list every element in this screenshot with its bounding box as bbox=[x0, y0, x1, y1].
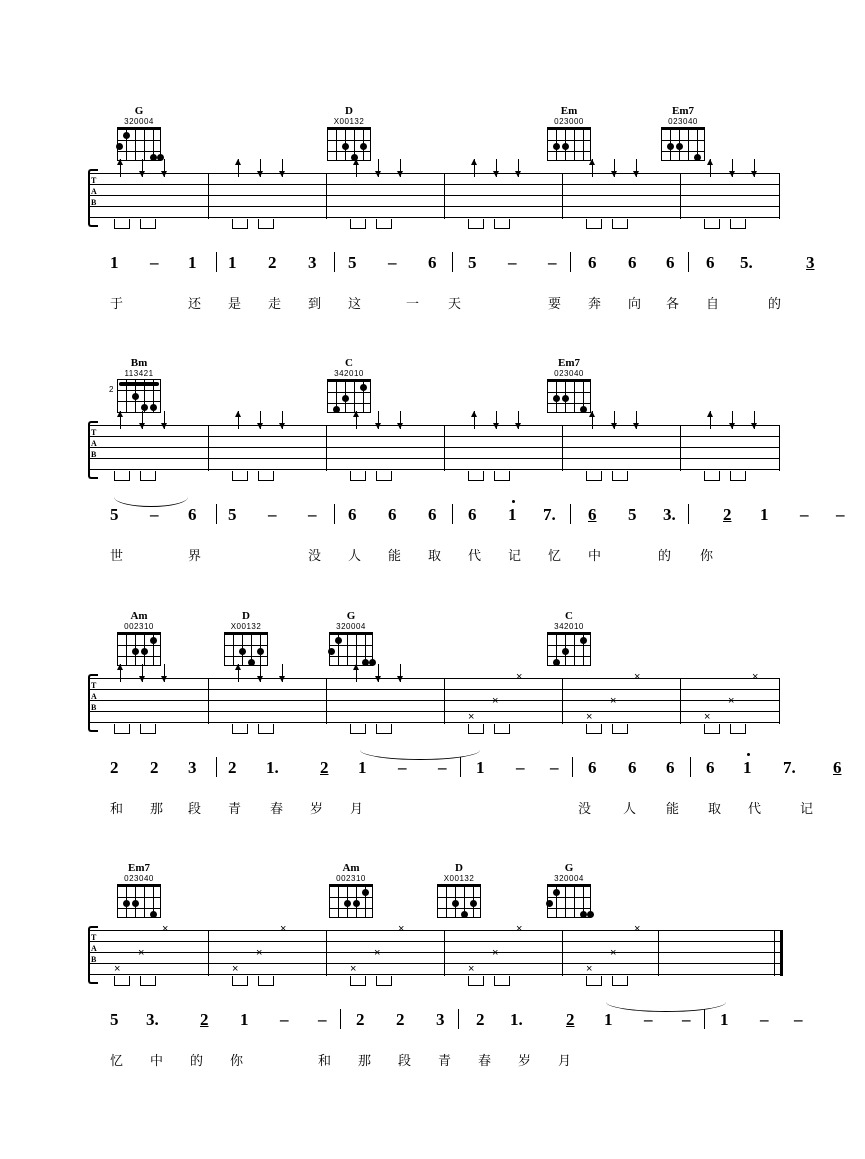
lyric: 没 bbox=[308, 549, 322, 564]
chord-fingering: 002310 bbox=[336, 874, 366, 883]
mute-x: × bbox=[256, 947, 263, 959]
lyric: 春 bbox=[270, 802, 284, 817]
note: – bbox=[318, 1010, 327, 1029]
lyric: 你 bbox=[700, 549, 714, 564]
chord-fingering: X00132 bbox=[333, 117, 365, 126]
chord-diagram bbox=[108, 357, 170, 413]
note: 6 bbox=[588, 253, 597, 272]
chord-fingering: 342010 bbox=[554, 622, 584, 631]
note: 2 bbox=[723, 505, 732, 524]
mute-x: × bbox=[398, 923, 405, 935]
chord-grid bbox=[327, 379, 371, 413]
note: 1 bbox=[188, 253, 197, 272]
lyric: 取 bbox=[708, 802, 722, 817]
chord-name: G bbox=[134, 105, 144, 117]
chord-fingering: 002310 bbox=[124, 622, 154, 631]
note: – bbox=[388, 253, 397, 272]
fret-number: 2 bbox=[109, 385, 114, 394]
chord-fingering: 342010 bbox=[334, 369, 364, 378]
lyric: 要 bbox=[548, 297, 562, 312]
note: 1 bbox=[476, 758, 485, 777]
lyric: 你 bbox=[230, 1054, 244, 1069]
mute-x: × bbox=[752, 671, 759, 683]
note: 1 bbox=[358, 758, 367, 777]
note: 5 bbox=[110, 505, 119, 524]
chord-name: G bbox=[564, 862, 574, 874]
note: – bbox=[508, 253, 517, 272]
note: – bbox=[800, 505, 809, 524]
chord-diagram bbox=[538, 610, 600, 666]
lyric: 人 bbox=[348, 549, 362, 564]
mute-x: × bbox=[492, 695, 499, 707]
chord-grid bbox=[329, 632, 373, 666]
lyric: 那 bbox=[150, 802, 164, 817]
mute-x: × bbox=[138, 947, 145, 959]
lyric: 世 bbox=[110, 549, 124, 564]
note: 5 bbox=[628, 505, 637, 524]
note: 2 bbox=[150, 758, 159, 777]
chord-fingering: X00132 bbox=[443, 874, 475, 883]
note: 7. bbox=[543, 505, 556, 524]
note: – bbox=[548, 253, 557, 272]
lyric: 向 bbox=[628, 297, 642, 312]
chord-grid bbox=[117, 632, 161, 666]
mute-x: × bbox=[350, 963, 357, 975]
chord-fingering: 023040 bbox=[124, 874, 154, 883]
note: 1 bbox=[760, 505, 769, 524]
chord-grid bbox=[117, 127, 161, 161]
mute-x: × bbox=[634, 671, 641, 683]
note: – bbox=[280, 1010, 289, 1029]
chord-name: C bbox=[345, 357, 353, 369]
numbered-notation-row bbox=[88, 253, 815, 275]
note: – bbox=[516, 758, 525, 777]
lyric: 段 bbox=[188, 802, 202, 817]
chord-diagram bbox=[318, 105, 380, 161]
note: 6 bbox=[628, 758, 637, 777]
mute-x: × bbox=[492, 947, 499, 959]
mute-x: × bbox=[704, 711, 711, 723]
note: 2 bbox=[110, 758, 119, 777]
note: 5 bbox=[468, 253, 477, 272]
mute-x: × bbox=[516, 923, 523, 935]
lyric: 取 bbox=[428, 549, 442, 564]
chord-name: Em7 bbox=[128, 862, 150, 874]
lyric: 和 bbox=[318, 1054, 332, 1069]
note: 6 bbox=[666, 253, 675, 272]
lyric: 青 bbox=[228, 802, 242, 817]
note: 5 bbox=[348, 253, 357, 272]
mute-x: × bbox=[468, 711, 475, 723]
mute-x: × bbox=[468, 963, 475, 975]
lyric: 一 bbox=[406, 297, 420, 312]
lyric: 记 bbox=[800, 802, 814, 817]
note: 1 bbox=[240, 1010, 249, 1029]
chord-grid bbox=[437, 884, 481, 918]
note: 1. bbox=[266, 758, 279, 777]
note: – bbox=[644, 1010, 653, 1029]
note: – bbox=[682, 1010, 691, 1029]
lyric: 是 bbox=[228, 297, 242, 312]
note: 1 bbox=[720, 1010, 729, 1029]
lyric: 岁 bbox=[518, 1054, 532, 1069]
mute-x: × bbox=[516, 671, 523, 683]
note: 2 bbox=[396, 1010, 405, 1029]
note: 3. bbox=[146, 1010, 159, 1029]
note: – bbox=[760, 1010, 769, 1029]
note: – bbox=[268, 505, 277, 524]
lyric: 各 bbox=[666, 297, 680, 312]
chord-fingering: 023000 bbox=[554, 117, 584, 126]
note: 6 bbox=[706, 253, 715, 272]
final-barline bbox=[774, 930, 783, 976]
chord-fingering: 320004 bbox=[336, 622, 366, 631]
tab-clef-letters: T A B bbox=[91, 176, 97, 207]
note: 3 bbox=[308, 253, 317, 272]
note: 6 bbox=[388, 505, 397, 524]
note: 5 bbox=[110, 1010, 119, 1029]
note: 3. bbox=[663, 505, 676, 524]
note: 6 bbox=[666, 758, 675, 777]
mute-x: × bbox=[114, 963, 121, 975]
note: 3 bbox=[188, 758, 197, 777]
lyric: 这 bbox=[348, 297, 362, 312]
chord-grid bbox=[109, 379, 161, 413]
mute-x: × bbox=[634, 923, 641, 935]
lyric: 人 bbox=[623, 802, 637, 817]
note: 6 bbox=[468, 505, 477, 524]
note: 2 bbox=[356, 1010, 365, 1029]
mute-x: × bbox=[610, 695, 617, 707]
chord-name: Em7 bbox=[672, 105, 694, 117]
lyric: 代 bbox=[468, 549, 482, 564]
lyric: 的 bbox=[658, 549, 672, 564]
note: – bbox=[150, 253, 159, 272]
note: – bbox=[308, 505, 317, 524]
tab-clef-letters: T A B bbox=[91, 933, 97, 964]
mute-x: × bbox=[586, 963, 593, 975]
mute-x: × bbox=[728, 695, 735, 707]
chord-fingering: 113421 bbox=[124, 369, 154, 378]
lyric: 于 bbox=[110, 297, 124, 312]
lyric: 岁 bbox=[310, 802, 324, 817]
chord-diagram bbox=[320, 862, 382, 918]
lyric: 天 bbox=[448, 297, 462, 312]
chord-name: Em bbox=[560, 105, 578, 117]
chord-grid bbox=[547, 379, 591, 413]
note: 1 bbox=[743, 758, 752, 777]
lyric: 忆 bbox=[548, 549, 562, 564]
lyric: 还 bbox=[188, 297, 202, 312]
note: 6 bbox=[588, 505, 597, 524]
tab-clef-letters: T A B bbox=[91, 428, 97, 459]
note: 6 bbox=[628, 253, 637, 272]
chord-diagram bbox=[538, 105, 600, 161]
chord-diagram bbox=[108, 862, 170, 918]
tab-staff bbox=[88, 425, 780, 471]
chord-name: D bbox=[345, 105, 353, 117]
chord-grid bbox=[329, 884, 373, 918]
lyric: 界 bbox=[188, 549, 202, 564]
note: 1 bbox=[228, 253, 237, 272]
chord-grid bbox=[117, 884, 161, 918]
mute-x: × bbox=[162, 923, 169, 935]
note: 3 bbox=[436, 1010, 445, 1029]
lyric: 走 bbox=[268, 297, 282, 312]
chord-diagram bbox=[538, 862, 600, 918]
numbered-notation-row bbox=[88, 505, 845, 527]
lyric: 代 bbox=[748, 802, 762, 817]
note: 5. bbox=[740, 253, 753, 272]
chord-diagram bbox=[215, 610, 277, 666]
numbered-notation-row bbox=[88, 758, 842, 780]
mute-x: × bbox=[232, 963, 239, 975]
tab-staff bbox=[88, 173, 780, 219]
chord-grid bbox=[547, 127, 591, 161]
lyrics-row bbox=[88, 545, 788, 565]
chord-name: G bbox=[346, 610, 356, 622]
note: 1. bbox=[510, 1010, 523, 1029]
lyrics-row bbox=[88, 293, 788, 313]
lyric: 中 bbox=[150, 1054, 164, 1069]
note: – bbox=[794, 1010, 803, 1029]
chord-name: Bm bbox=[130, 357, 148, 369]
chord-name: C bbox=[565, 610, 573, 622]
note: 2 bbox=[320, 758, 329, 777]
note: 6 bbox=[588, 758, 597, 777]
chord-fingering: 023040 bbox=[554, 369, 584, 378]
chord-diagram bbox=[108, 105, 170, 161]
chord-name: D bbox=[242, 610, 250, 622]
lyric: 能 bbox=[666, 802, 680, 817]
lyric: 的 bbox=[768, 297, 782, 312]
note: 1 bbox=[110, 253, 119, 272]
note: 2 bbox=[566, 1010, 575, 1029]
lyrics-row bbox=[88, 1050, 788, 1070]
chord-grid bbox=[224, 632, 268, 666]
note: 2 bbox=[228, 758, 237, 777]
lyric: 的 bbox=[190, 1054, 204, 1069]
note: – bbox=[550, 758, 559, 777]
lyric: 中 bbox=[588, 549, 602, 564]
chord-grid bbox=[327, 127, 371, 161]
lyric: 到 bbox=[308, 297, 322, 312]
lyric: 月 bbox=[558, 1054, 572, 1069]
note: 3 bbox=[806, 253, 815, 272]
chord-grid bbox=[661, 127, 705, 161]
chord-grid bbox=[547, 884, 591, 918]
note: 2 bbox=[476, 1010, 485, 1029]
note: 1 bbox=[508, 505, 517, 524]
tab-clef-letters: T A B bbox=[91, 681, 97, 712]
tie-slur bbox=[360, 750, 480, 760]
note: 2 bbox=[268, 253, 277, 272]
chord-diagram bbox=[652, 105, 714, 161]
tab-staff bbox=[88, 923, 780, 976]
lyric: 段 bbox=[398, 1054, 412, 1069]
chord-fingering: X00132 bbox=[230, 622, 262, 631]
numbered-notation-row bbox=[88, 1010, 803, 1032]
tab-staff bbox=[88, 671, 780, 724]
mute-x: × bbox=[610, 947, 617, 959]
tie-slur bbox=[606, 1002, 726, 1012]
lyric: 奔 bbox=[588, 297, 602, 312]
lyric: 记 bbox=[508, 549, 522, 564]
note: 6 bbox=[428, 253, 437, 272]
lyric: 忆 bbox=[110, 1054, 124, 1069]
lyric: 自 bbox=[706, 297, 720, 312]
note: 6 bbox=[428, 505, 437, 524]
chord-fingering: 320004 bbox=[124, 117, 154, 126]
chord-name: Em7 bbox=[558, 357, 580, 369]
mute-x: × bbox=[280, 923, 287, 935]
chord-grid bbox=[547, 632, 591, 666]
note: 6 bbox=[188, 505, 197, 524]
lyric: 春 bbox=[478, 1054, 492, 1069]
note: 6 bbox=[348, 505, 357, 524]
mute-x: × bbox=[586, 711, 593, 723]
note: – bbox=[150, 505, 159, 524]
note: – bbox=[438, 758, 447, 777]
lyric: 能 bbox=[388, 549, 402, 564]
lyric: 和 bbox=[110, 802, 124, 817]
lyric: 那 bbox=[358, 1054, 372, 1069]
chord-name: Am bbox=[342, 862, 360, 874]
chord-diagram bbox=[428, 862, 490, 918]
note: 1 bbox=[604, 1010, 613, 1029]
mute-x: × bbox=[374, 947, 381, 959]
note: 7. bbox=[783, 758, 796, 777]
chord-diagram bbox=[318, 357, 380, 413]
lyric: 青 bbox=[438, 1054, 452, 1069]
note: 6 bbox=[833, 758, 842, 777]
note: 2 bbox=[200, 1010, 209, 1029]
chord-name: Am bbox=[130, 610, 148, 622]
lyric: 没 bbox=[578, 802, 592, 817]
chord-diagram bbox=[538, 357, 600, 413]
note: 5 bbox=[228, 505, 237, 524]
lyrics-row bbox=[88, 798, 814, 818]
chord-name: D bbox=[455, 862, 463, 874]
chord-fingering: 023040 bbox=[668, 117, 698, 126]
note: 6 bbox=[706, 758, 715, 777]
note: – bbox=[836, 505, 845, 524]
note: – bbox=[398, 758, 407, 777]
chord-fingering: 320004 bbox=[554, 874, 584, 883]
chord-diagram bbox=[108, 610, 170, 666]
chord-diagram bbox=[320, 610, 382, 666]
lyric: 月 bbox=[350, 802, 364, 817]
